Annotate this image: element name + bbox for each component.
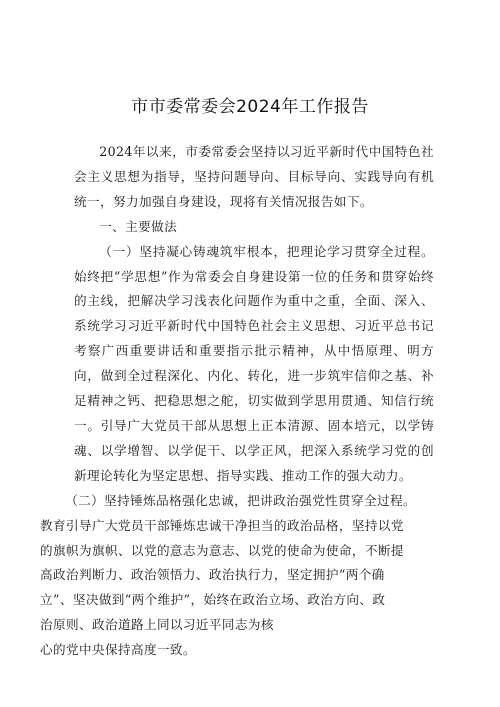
paragraph-two-line: 治原则、政治道路上同以习近平同志为核 (40, 617, 274, 633)
paragraph-two-line: （二）坚持锤炼品格强化忠诚，把讲政治强党性贯穿全过程。 (65, 492, 417, 508)
intro-paragraph: 2024年以来，市委常委会坚持以习近平新时代中国特色社会主义思想为指导，坚持问题导向、目标导向、实践导向有机统一，努力加强自身建设，现将有关情况报告如下。 (74, 144, 434, 209)
paragraph-one: （一）坚持凝心铸魂筑牢根本，把理论学习贯穿全过程。始终把“学思想”作为常委会自身建设第一位的任务和贯穿始终的主线，把解决学习浅表化问题作为重中之重，全面、深入、系统学习习近平新时代中国特色社会主义思想、习近平总书记考察广西重要讲话和重要指示批示精神，从中悟原理、明方向，做到全过程深化、内化、转化，进一步筑牢信仰之基、补足精神之钙、把稳思想之舵，切实做到学思用贯通、知信行统一。引导广大党员干部从思想上正本清源、固本培元，以学铸魂、以学增智、以学促干、以学正风，把深入系统学习党的创新理论转化为坚定思想、指导实践、推动工作的强大动力。 (74, 243, 434, 483)
document-body (40, 140, 434, 663)
paragraph-two-line: 心的党中央保持高度一致。 (40, 642, 196, 658)
document-title: 市市委常委会2024年工作报告 (131, 97, 369, 117)
paragraph-two-line: 高政治判断力、政治领悟力、政治执行力，坚定拥护“两个确 (40, 567, 385, 583)
section-heading: 一、主要做法 (99, 218, 178, 234)
paragraph-two-line: 立”、坚决做到“两个维护”，始终在政治立场、政治方向、政 (40, 592, 386, 608)
paragraph-two-line: 的旗帜为旗帜、以党的意志为意志、以党的使命为使命，不断提 (40, 542, 404, 558)
paragraph-two-line: 教育引导广大党员干部锤炼忠诚干净担当的政治品格，坚持以党 (40, 517, 404, 533)
paragraph-two (40, 489, 435, 663)
